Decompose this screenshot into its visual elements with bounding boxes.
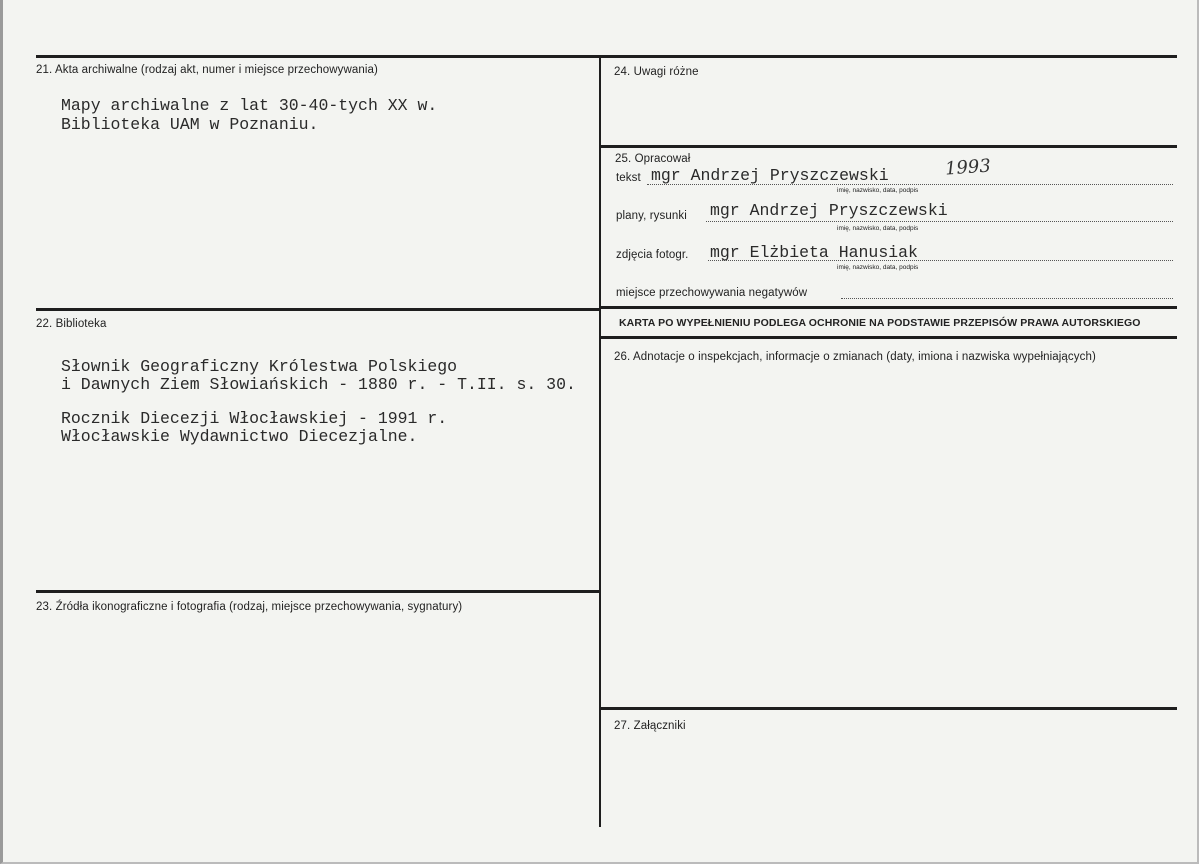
tekst-value: mgr Andrzej Pryszczewski	[651, 166, 889, 185]
top-rule	[36, 55, 1177, 58]
zdjecia-caption: imię, nazwisko, data, podpis	[837, 264, 919, 271]
zdjecia-value: mgr Elżbieta Hanusiak	[710, 243, 918, 262]
center-divider	[599, 55, 601, 827]
handwritten-year: 1993	[944, 155, 992, 180]
section-22-line-1: Słownik Geograficzny Królestwa Polskiego	[61, 357, 458, 376]
negatywy-line	[841, 298, 1173, 299]
section-21-line-1: Mapy archiwalne z lat 30-40-tych XX w.	[61, 96, 438, 115]
rule-21-22	[36, 308, 601, 311]
rule-26-27	[601, 707, 1177, 710]
plany-value: mgr Andrzej Pryszczewski	[710, 201, 948, 220]
plany-caption: imię, nazwisko, data, podpis	[837, 225, 919, 232]
section-22-label: 22. Biblioteka	[36, 318, 107, 330]
plany-label: plany, rysunki	[616, 210, 687, 222]
section-23-label: 23. Źródła ikonograficzne i fotografia (rodzaj, miejsce przechowywania, sygnatury)	[36, 601, 463, 613]
section-26-label: 26. Adnotacje o inspekcjach, informacje o zmianach (daty, imiona i nazwiska wypełniających)	[614, 351, 1096, 363]
section-22-line-2: i Dawnych Ziem Słowiańskich - 1880 r. - T.II. s. 30.	[61, 375, 576, 394]
negatywy-label: miejsce przechowywania negatywów	[616, 287, 808, 299]
section-25-label: 25. Opracował	[615, 153, 691, 165]
zdjecia-label: zdjęcia fotogr.	[616, 249, 689, 261]
section-24-label: 24. Uwagi różne	[614, 66, 699, 78]
section-21-line-2: Biblioteka UAM w Poznaniu.	[61, 115, 319, 134]
tekst-caption: imię, nazwisko, data, podpis	[837, 187, 919, 194]
section-27-label: 27. Załączniki	[614, 720, 686, 732]
section-21-label: 21. Akta archiwalne (rodzaj akt, numer i miejsce przechowywania)	[36, 64, 378, 76]
section-22-line-4: Włocławskie Wydawnictwo Diecezjalne.	[61, 427, 418, 446]
plany-line	[706, 221, 1173, 222]
rule-notice	[601, 306, 1177, 309]
rule-24-25	[601, 145, 1177, 148]
copyright-notice: KARTA PO WYPEŁNIENIU PODLEGA OCHRONIE NA PODSTAWIE PRZEPISÓW PRAWA AUTORSKIEGO	[619, 317, 1141, 329]
rule-25-26	[601, 336, 1177, 339]
section-22-line-3: Rocznik Diecezji Włocławskiej - 1991 r.	[61, 409, 448, 428]
tekst-label: tekst	[616, 172, 641, 184]
rule-22-23	[36, 590, 601, 593]
